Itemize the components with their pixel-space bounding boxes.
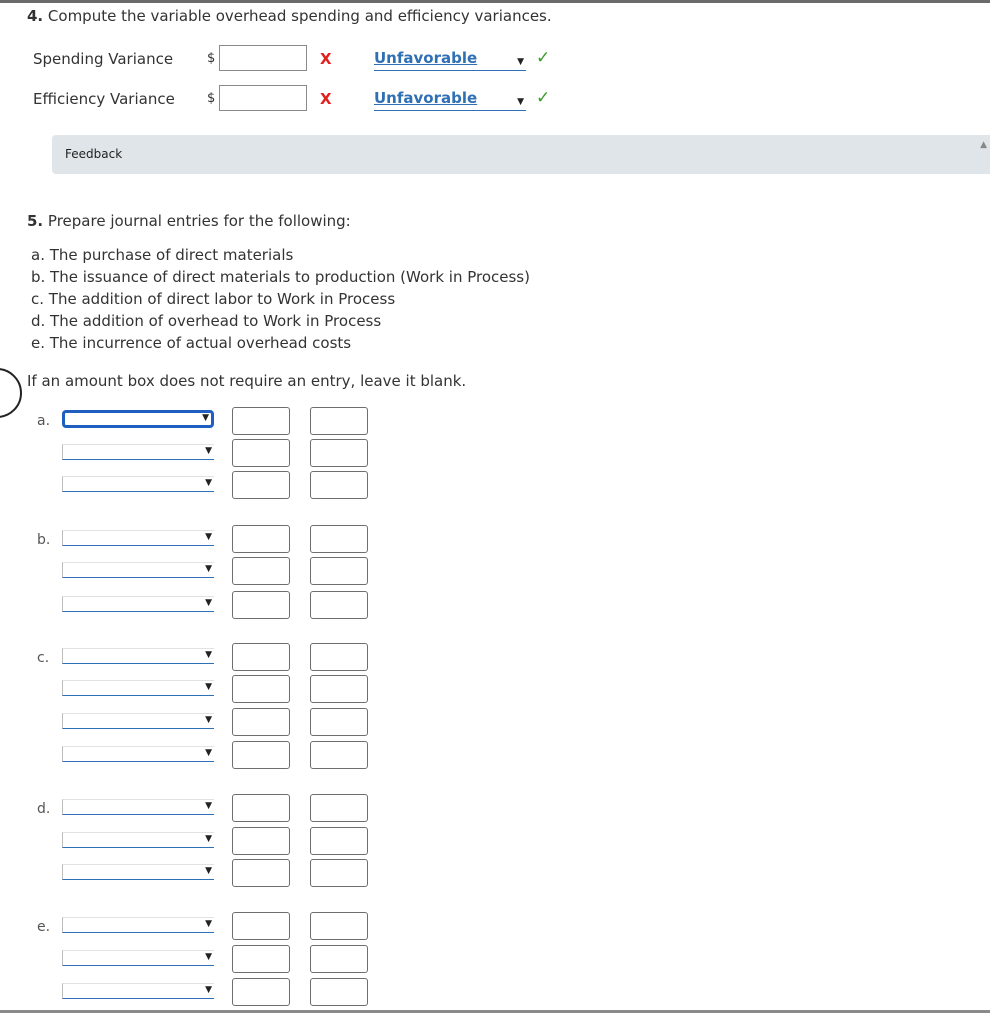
dropdown-arrow-icon: ▼ — [517, 97, 524, 107]
check-mark-icon: ✓ — [536, 88, 551, 108]
dropdown-arrow-icon: ▼ — [205, 446, 212, 456]
instruction-text: If an amount box does not require an entry, leave it blank. — [27, 372, 467, 390]
entry-b-account-select-1[interactable] — [62, 530, 214, 546]
dropdown-arrow-icon: ▼ — [205, 478, 212, 488]
entry-e-debit-input-1[interactable] — [232, 912, 290, 940]
entry-c-account-select-3[interactable] — [62, 713, 214, 729]
efficiency-currency: $ — [207, 91, 216, 106]
entry-b-account-select-3[interactable] — [62, 596, 214, 612]
dropdown-arrow-icon: ▼ — [205, 650, 212, 660]
entry-d-account-select-2[interactable] — [62, 832, 214, 848]
dropdown-arrow-icon: ▼ — [517, 57, 524, 67]
item-b: b. The issuance of direct materials to production (Work in Process) — [31, 268, 530, 286]
entry-b-credit-input-3[interactable] — [310, 591, 368, 619]
item-e: e. The incurrence of actual overhead costs — [31, 334, 352, 352]
bottom-border — [0, 1010, 990, 1013]
entry-b-account-select-2[interactable] — [62, 562, 214, 578]
entry-e-credit-input-2[interactable] — [310, 945, 368, 973]
check-mark-icon: ✓ — [536, 48, 551, 68]
entry-c-debit-input-4[interactable] — [232, 741, 290, 769]
entry-a-debit-input-2[interactable] — [232, 439, 290, 467]
entry-c-debit-input-1[interactable] — [232, 643, 290, 671]
feedback-panel[interactable] — [52, 135, 990, 174]
entry-b-debit-input-1[interactable] — [232, 525, 290, 553]
entry-c-credit-input-2[interactable] — [310, 675, 368, 703]
spending-variance-selection: Unfavorable — [374, 49, 478, 67]
entry-letter-d: d. — [37, 801, 51, 817]
entry-e-account-select-3[interactable] — [62, 983, 214, 999]
dropdown-arrow-icon: ▼ — [205, 532, 212, 542]
entry-b-credit-input-2[interactable] — [310, 557, 368, 585]
question-4-title — [27, 7, 552, 25]
entry-a-account-select-3[interactable] — [62, 476, 214, 492]
x-mark-icon: X — [320, 50, 332, 68]
entry-c-account-select-4[interactable] — [62, 746, 214, 762]
entry-e-account-select-1[interactable] — [62, 917, 214, 933]
entry-d-account-select-3[interactable] — [62, 864, 214, 880]
entry-letter-e: e. — [37, 919, 51, 935]
spending-variance-dropdown[interactable] — [374, 49, 526, 71]
dropdown-arrow-icon: ▼ — [205, 564, 212, 574]
entry-a-credit-input-2[interactable] — [310, 439, 368, 467]
spending-variance-label: Spending Variance — [33, 50, 174, 68]
collapse-arrow-icon[interactable]: ▲ — [980, 140, 987, 150]
entry-a-credit-input-1[interactable] — [310, 407, 368, 435]
question-5-title — [27, 212, 351, 230]
entry-c-credit-input-3[interactable] — [310, 708, 368, 736]
item-c: c. The addition of direct labor to Work in Process — [31, 290, 396, 308]
spending-variance-amount-input[interactable] — [219, 45, 307, 71]
side-circle-indicator — [0, 368, 22, 418]
entry-a-debit-input-3[interactable] — [232, 471, 290, 499]
entry-a-account-select-1[interactable] — [62, 410, 214, 428]
entry-b-debit-input-3[interactable] — [232, 591, 290, 619]
entry-letter-c: c. — [37, 650, 50, 666]
dropdown-arrow-icon: ▼ — [205, 748, 212, 758]
question-5-number: 5. — [27, 212, 44, 230]
feedback-label: Feedback — [65, 147, 123, 161]
entry-b-credit-input-1[interactable] — [310, 525, 368, 553]
x-mark-icon: X — [320, 90, 332, 108]
entry-e-debit-input-3[interactable] — [232, 978, 290, 1006]
dropdown-arrow-icon: ▼ — [202, 413, 209, 423]
item-a: a. The purchase of direct materials — [31, 246, 294, 264]
entry-e-credit-input-1[interactable] — [310, 912, 368, 940]
entry-e-credit-input-3[interactable] — [310, 978, 368, 1006]
entry-c-debit-input-3[interactable] — [232, 708, 290, 736]
question-5-text: Prepare journal entries for the following: — [47, 212, 351, 230]
entry-a-credit-input-3[interactable] — [310, 471, 368, 499]
dropdown-arrow-icon: ▼ — [205, 682, 212, 692]
dropdown-arrow-icon: ▼ — [205, 985, 212, 995]
entry-letter-a: a. — [37, 413, 51, 429]
entry-letter-b: b. — [37, 532, 51, 548]
question-4-text: Compute the variable overhead spending and efficiency variances. — [47, 7, 552, 25]
entry-d-debit-input-2[interactable] — [232, 827, 290, 855]
entry-c-account-select-2[interactable] — [62, 680, 214, 696]
efficiency-variance-dropdown[interactable] — [374, 89, 526, 111]
entry-c-account-select-1[interactable] — [62, 648, 214, 664]
entry-d-credit-input-2[interactable] — [310, 827, 368, 855]
spending-currency: $ — [207, 51, 216, 66]
dropdown-arrow-icon: ▼ — [205, 866, 212, 876]
entry-a-account-select-2[interactable] — [62, 444, 214, 460]
entry-d-credit-input-3[interactable] — [310, 859, 368, 887]
entry-e-debit-input-2[interactable] — [232, 945, 290, 973]
dropdown-arrow-icon: ▼ — [205, 834, 212, 844]
entry-d-debit-input-3[interactable] — [232, 859, 290, 887]
entry-d-credit-input-1[interactable] — [310, 794, 368, 822]
dropdown-arrow-icon: ▼ — [205, 715, 212, 725]
dropdown-arrow-icon: ▼ — [205, 598, 212, 608]
entry-c-credit-input-1[interactable] — [310, 643, 368, 671]
efficiency-variance-selection: Unfavorable — [374, 89, 478, 107]
dropdown-arrow-icon: ▼ — [205, 952, 212, 962]
dropdown-arrow-icon: ▼ — [205, 919, 212, 929]
entry-c-debit-input-2[interactable] — [232, 675, 290, 703]
entry-d-debit-input-1[interactable] — [232, 794, 290, 822]
efficiency-variance-label: Efficiency Variance — [33, 90, 175, 108]
dropdown-arrow-icon: ▼ — [205, 801, 212, 811]
entry-b-debit-input-2[interactable] — [232, 557, 290, 585]
entry-e-account-select-2[interactable] — [62, 950, 214, 966]
item-d: d. The addition of overhead to Work in Process — [31, 312, 382, 330]
entry-a-debit-input-1[interactable] — [232, 407, 290, 435]
question-4-number: 4. — [27, 7, 44, 25]
entry-c-credit-input-4[interactable] — [310, 741, 368, 769]
efficiency-variance-amount-input[interactable] — [219, 85, 307, 111]
entry-d-account-select-1[interactable] — [62, 799, 214, 815]
top-border — [0, 0, 990, 3]
